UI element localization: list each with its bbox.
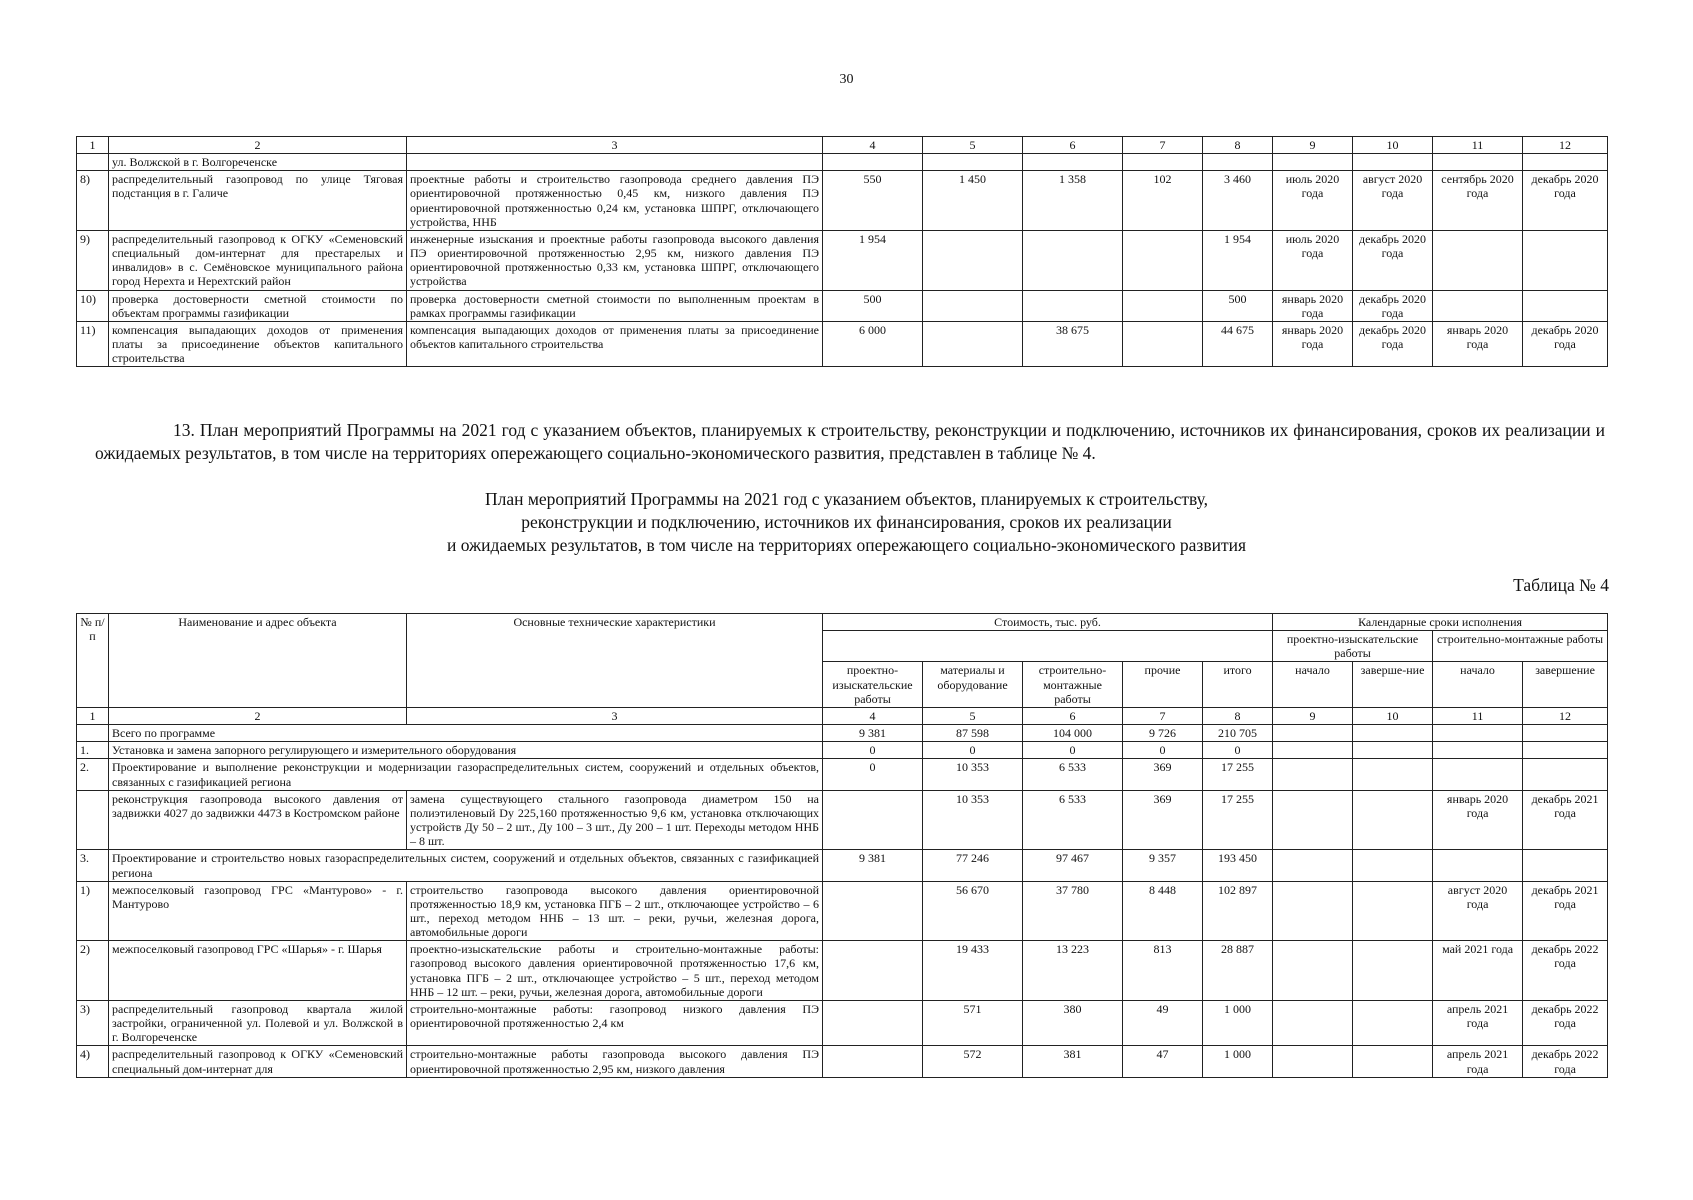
cost-other [1123, 230, 1203, 290]
cost-materials [923, 321, 1023, 366]
cost-materials: 571 [923, 1000, 1023, 1045]
col-number: 2 [109, 707, 407, 724]
table-row [77, 1000, 1608, 1045]
col-number: 10 [1353, 707, 1433, 724]
column-number-row [77, 707, 1608, 724]
col-number: 8 [1203, 707, 1273, 724]
col-number: 6 [1023, 137, 1123, 154]
col-number: 12 [1523, 137, 1608, 154]
heading-line: и ожидаемых результатов, в том числе на территориях опережающего социально-экономического развития [446, 535, 1247, 556]
cost-total: 210 705 [1203, 725, 1273, 742]
row-number: 8) [77, 171, 109, 231]
table-row [77, 790, 1608, 850]
cost-materials: 572 [923, 1046, 1023, 1077]
section-label: Проектирование и выполнение реконструкции и модернизации газораспределительных систем, сооружений и отдельных объектов, связанных с газификацией региона [109, 759, 823, 790]
build-start: сентябрь 2020 года [1433, 171, 1523, 231]
build-start: январь 2020 года [1433, 790, 1523, 850]
col-number: 11 [1433, 137, 1523, 154]
col-number: 3 [407, 137, 823, 154]
cost-survey: 9 381 [823, 850, 923, 881]
cost-other: 369 [1123, 790, 1203, 850]
cost-construction: 381 [1023, 1046, 1123, 1077]
col-number: 10 [1353, 137, 1433, 154]
object-name: компенсация выпадающих доходов от применения платы за присоединение объектов капитального строительства [109, 321, 407, 366]
object-name: реконструкция газопровода высокого давления от задвижки 4027 до задвижки 4473 в Костромском районе [109, 790, 407, 850]
total-row [77, 725, 1608, 742]
col-number: 9 [1273, 137, 1353, 154]
col-number: 3 [407, 707, 823, 724]
cost-construction: 13 223 [1023, 941, 1123, 1001]
section-label: Проектирование и строительство новых газораспределительных систем, сооружений и отдельных объектов, связанных с газификацией региона [109, 850, 823, 881]
proj-start: июль 2020 года [1273, 171, 1353, 231]
table-row [77, 941, 1608, 1001]
row-number: 2) [77, 941, 109, 1001]
col-number: 4 [823, 137, 923, 154]
cost-other: 9 726 [1123, 725, 1203, 742]
header-build-end: завершение [1523, 662, 1608, 707]
tech-specs: компенсация выпадающих доходов от применения платы за присоединение объектов капитального строительства [407, 321, 823, 366]
cost-other [1123, 290, 1203, 321]
cost-total: 193 450 [1203, 850, 1273, 881]
cost-construction [1023, 230, 1123, 290]
table-continuation [76, 136, 1608, 367]
cost-other: 102 [1123, 171, 1203, 231]
cost-other: 0 [1123, 742, 1203, 759]
cost-total: 17 255 [1203, 790, 1273, 850]
header-build-start: начало [1433, 662, 1523, 707]
build-end [1523, 230, 1608, 290]
header-cost-construction: строительно-монтажные работы [1023, 662, 1123, 707]
table-row [77, 1046, 1608, 1077]
tech-specs: строительно-монтажные работы: газопровод низкого давления ПЭ ориентировочной протяженностью 2,4 км [407, 1000, 823, 1045]
row-number: 1) [77, 881, 109, 941]
proj-end: декабрь 2020 года [1353, 321, 1433, 366]
col-number: 2 [109, 137, 407, 154]
cost-total: 28 887 [1203, 941, 1273, 1001]
cost-construction: 37 780 [1023, 881, 1123, 941]
cost-materials: 1 450 [923, 171, 1023, 231]
row-number: 3) [77, 1000, 109, 1045]
cost-survey: 550 [823, 171, 923, 231]
header-proj-group: проектно-изыскательские работы [1273, 631, 1433, 662]
col-number: 5 [923, 707, 1023, 724]
col-number: 9 [1273, 707, 1353, 724]
cost-materials [923, 230, 1023, 290]
build-start: апрель 2021 года [1433, 1046, 1523, 1077]
tech-specs: инженерные изыскания и проектные работы газопровода высокого давления ПЭ ориентировочной протяженностью 2,95 км, низкого давления ПЭ ориентировочной протяженностью 0,33 км, установка ШПРГ, отключающего устройства [407, 230, 823, 290]
cost-materials: 56 670 [923, 881, 1023, 941]
section-row [77, 759, 1608, 790]
cost-total: 44 675 [1203, 321, 1273, 366]
col-number: 4 [823, 707, 923, 724]
cost-materials: 87 598 [923, 725, 1023, 742]
cost-materials: 19 433 [923, 941, 1023, 1001]
table-4 [76, 613, 1608, 1078]
section-row [77, 742, 1608, 759]
col-number: 8 [1203, 137, 1273, 154]
tech-specs: замена существующего стального газопровода диаметром 150 на полиэтиленовый Dy 225,160 протяженностью 9,6 км, установка отключающих устройств Ду 50 – 2 шт., Ду 100 – 3 шт., Ду 200 – 1 шт. Переходы методом ННБ – 8 шт. [407, 790, 823, 850]
cost-materials: 10 353 [923, 790, 1023, 850]
build-start: май 2021 года [1433, 941, 1523, 1001]
col-number: 5 [923, 137, 1023, 154]
header-cost-survey: проектно-изыскательские работы [823, 662, 923, 707]
object-name: межпоселковый газопровод ГРС «Шарья» - г. Шарья [109, 941, 407, 1001]
build-start: апрель 2021 года [1433, 1000, 1523, 1045]
section-row [77, 850, 1608, 881]
col-number: 7 [1123, 137, 1203, 154]
row-number: 2. [77, 759, 109, 790]
header-row [77, 614, 1608, 631]
object-name: распределительный газопровод к ОГКУ «Семеновский специальный дом-интернат для [109, 1046, 407, 1077]
tech-specs: проверка достоверности сметной стоимости по выполненным проектам в рамках программы газификации [407, 290, 823, 321]
cost-materials: 10 353 [923, 759, 1023, 790]
header-num: № п/п [77, 614, 109, 708]
build-end [1523, 290, 1608, 321]
build-start: январь 2020 года [1433, 321, 1523, 366]
cost-total: 102 897 [1203, 881, 1273, 941]
cost-survey: 6 000 [823, 321, 923, 366]
cost-materials: 77 246 [923, 850, 1023, 881]
header-tech: Основные технические характеристики [407, 614, 823, 708]
tech-specs: строительство газопровода высокого давления ориентировочной протяженностью 18,9 км, установка ПГБ – 2 шт., отключающее устройство – 6 шт., переход методом ННБ – 13 шт. – реки, ручьи, железная дорога, автомобильные дороги [407, 881, 823, 941]
col-number: 6 [1023, 707, 1123, 724]
heading-line: План мероприятий Программы на 2021 год с указанием объектов, планируемых к строительству, [484, 489, 1209, 509]
cost-total: 0 [1203, 742, 1273, 759]
build-start: август 2020 года [1433, 881, 1523, 941]
cost-construction: 0 [1023, 742, 1123, 759]
cost-total: 1 000 [1203, 1046, 1273, 1077]
header-cost-materials: материалы и оборудование [923, 662, 1023, 707]
cost-survey: 9 381 [823, 725, 923, 742]
section-label: Установка и замена запорного регулирующего и измерительного оборудования [109, 742, 823, 759]
cost-construction: 380 [1023, 1000, 1123, 1045]
cost-total: 500 [1203, 290, 1273, 321]
row-number: 9) [77, 230, 109, 290]
tech-specs: строительно-монтажные работы газопровода высокого давления ПЭ ориентировочной протяженностью 2,95 км, низкого давления [407, 1046, 823, 1077]
cost-construction: 104 000 [1023, 725, 1123, 742]
cost-survey: 1 954 [823, 230, 923, 290]
tech-specs: проектно-изыскательские работы и строительно-монтажные работы: газопровод высокого давления ориентировочной протяженностью 17,6 км, установка ПГБ – 2 шт., отключающее устройство – 5 шт., переход методом ННБ – 12 шт. – реки, ручьи, железная дорога, автомобильные дороги [407, 941, 823, 1001]
cost-other: 369 [1123, 759, 1203, 790]
object-name: проверка достоверности сметной стоимости по объектам программы газификации [109, 290, 407, 321]
object-name: распределительный газопровод по улице Тяговая подстанция в г. Галиче [109, 171, 407, 231]
header-build-group: строительно-монтажные работы [1433, 631, 1608, 662]
table-row [77, 230, 1608, 290]
proj-end: декабрь 2020 года [1353, 290, 1433, 321]
row-number: 1. [77, 742, 109, 759]
heading-line: реконструкции и подключению, источников их финансирования, сроков их реализации [521, 512, 1172, 533]
object-name: распределительный газопровод квартала жилой застройки, ограниченной ул. Полевой и ул. Волжской в г. Волгореченске [109, 1000, 407, 1045]
proj-end: август 2020 года [1353, 171, 1433, 231]
row-number: 11) [77, 321, 109, 366]
cost-other [1123, 321, 1203, 366]
col-number: 7 [1123, 707, 1203, 724]
cost-survey: 500 [823, 290, 923, 321]
cost-construction: 1 358 [1023, 171, 1123, 231]
row-number: 3. [77, 850, 109, 881]
page-number: 30 [839, 72, 854, 87]
header-name: Наименование и адрес объекта [109, 614, 407, 708]
col-number: 1 [77, 137, 109, 154]
proj-start: январь 2020 года [1273, 290, 1353, 321]
header-cost-other: прочие [1123, 662, 1203, 707]
cost-materials: 0 [923, 742, 1023, 759]
proj-start: январь 2020 года [1273, 321, 1353, 366]
cost-total: 17 255 [1203, 759, 1273, 790]
proj-end: декабрь 2020 года [1353, 230, 1433, 290]
row-number: 4) [77, 1046, 109, 1077]
continued-name: ул. Волжской в г. Волгореченске [109, 154, 407, 171]
col-number: 1 [77, 707, 109, 724]
header-proj-end: заверше-ние [1353, 662, 1433, 707]
build-end: декабрь 2021 года [1523, 790, 1608, 850]
cost-total: 3 460 [1203, 171, 1273, 231]
build-end: декабрь 2022 года [1523, 941, 1608, 1001]
tech-specs: проектные работы и строительство газопровода среднего давления ПЭ ориентировочной протяженностью 0,45 км, низкого давления ПЭ ориентировочной протяженностью 0,24 км, установка ШПРГ, отключающего устройства, ННБ [407, 171, 823, 231]
table-row [77, 171, 1608, 231]
header-cost-total: итого [1203, 662, 1273, 707]
table-label: Таблица № 4 [1513, 575, 1609, 595]
col-number: 12 [1523, 707, 1608, 724]
proj-start: июль 2020 года [1273, 230, 1353, 290]
build-end: декабрь 2022 года [1523, 1000, 1608, 1045]
cost-construction [1023, 290, 1123, 321]
cost-construction: 6 533 [1023, 790, 1123, 850]
cost-total: 1 000 [1203, 1000, 1273, 1045]
col-number: 11 [1433, 707, 1523, 724]
section-paragraph: 13. План мероприятий Программы на 2021 год с указанием объектов, планируемых к строительству, реконструкции и подключению, источников их финансирования, сроков их реализации и ожидаемых результатов, в том числе на территориях опережающего социально-экономического развития, представлен в таблице № 4. [95, 420, 1605, 463]
row-number: 10) [77, 290, 109, 321]
cost-other: 8 448 [1123, 881, 1203, 941]
cost-materials [923, 290, 1023, 321]
cost-other: 813 [1123, 941, 1203, 1001]
header-calendar: Календарные сроки исполнения [1273, 614, 1608, 631]
column-number-row [77, 137, 1608, 154]
build-end: декабрь 2020 года [1523, 171, 1608, 231]
cost-survey: 0 [823, 742, 923, 759]
cost-construction: 38 675 [1023, 321, 1123, 366]
table-row [77, 154, 1608, 171]
cost-other: 47 [1123, 1046, 1203, 1077]
build-start [1433, 230, 1523, 290]
build-end: декабрь 2020 года [1523, 321, 1608, 366]
table-row [77, 290, 1608, 321]
build-end: декабрь 2021 года [1523, 881, 1608, 941]
header-proj-start: начало [1273, 662, 1353, 707]
cost-other: 49 [1123, 1000, 1203, 1045]
object-name: межпоселковый газопровод ГРС «Мантурово» - г. Мантурово [109, 881, 407, 941]
table-row [77, 881, 1608, 941]
object-name: распределительный газопровод к ОГКУ «Семеновский специальный дом-интернат для престарелых и инвалидов» в с. Семёновское муниципального района город Нерехта и Нерехтский район [109, 230, 407, 290]
cost-survey: 0 [823, 759, 923, 790]
build-start [1433, 290, 1523, 321]
build-end: декабрь 2022 года [1523, 1046, 1608, 1077]
cost-construction: 97 467 [1023, 850, 1123, 881]
total-label: Всего по программе [109, 725, 823, 742]
cost-construction: 6 533 [1023, 759, 1123, 790]
header-cost: Стоимость, тыс. руб. [823, 614, 1273, 631]
cost-total: 1 954 [1203, 230, 1273, 290]
cost-other: 9 357 [1123, 850, 1203, 881]
table-row [77, 321, 1608, 366]
table-heading [0, 488, 1693, 557]
